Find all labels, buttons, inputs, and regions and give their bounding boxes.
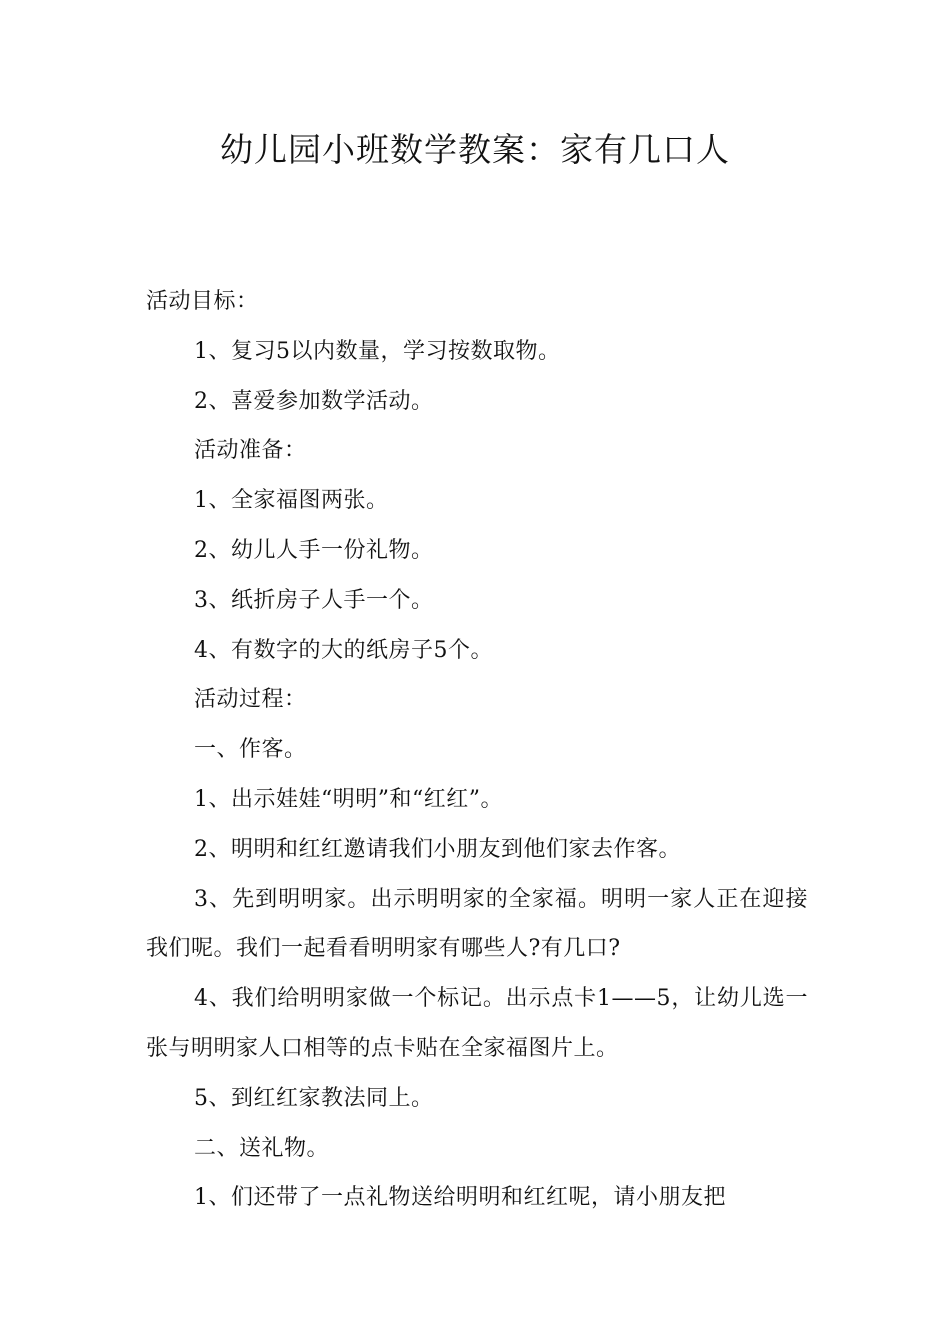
paragraph: 2、喜爱参加数学活动。 xyxy=(194,388,434,414)
paragraph: 1、们还带了一点礼物送给明明和红红呢，请小朋友把 xyxy=(194,1185,726,1211)
subsection-heading: 二、送礼物。 xyxy=(194,1135,330,1161)
paragraph: 5、到红红家教法同上。 xyxy=(194,1085,434,1111)
subsection-heading: 一、作客。 xyxy=(194,737,307,763)
section-heading-goals: 活动目标： xyxy=(146,289,259,314)
document-body xyxy=(146,277,808,1223)
document-title: 幼儿园小班数学教案：家有几口人 xyxy=(220,130,730,169)
paragraph: 2、明明和红红邀请我们小朋友到他们家去作客。 xyxy=(194,836,681,862)
paragraph: 4、有数字的大的纸房子5个。 xyxy=(194,637,493,663)
paragraph: 4、我们给明明家做一个标记。出示点卡1——5，让幼儿选一张与明明家人口相等的点卡贴在全家福图片上。 xyxy=(146,986,808,1061)
paragraph: 3、先到明明家。出示明明家的全家福。明明一家人正在迎接我们呢。我们一起看看明明家有哪些人?有几口? xyxy=(146,886,808,962)
section-heading-preparation: 活动准备： xyxy=(194,438,307,464)
paragraph: 3、纸折房子人手一个。 xyxy=(194,587,434,613)
paragraph: 1、出示娃娃“明明”和“红红”。 xyxy=(194,786,503,812)
paragraph: 2、幼儿人手一份礼物。 xyxy=(194,537,434,563)
paragraph: 1、全家福图两张。 xyxy=(194,488,389,514)
section-heading-process: 活动过程： xyxy=(194,687,307,713)
paragraph: 1、复习5以内数量，学习按数取物。 xyxy=(194,338,561,364)
